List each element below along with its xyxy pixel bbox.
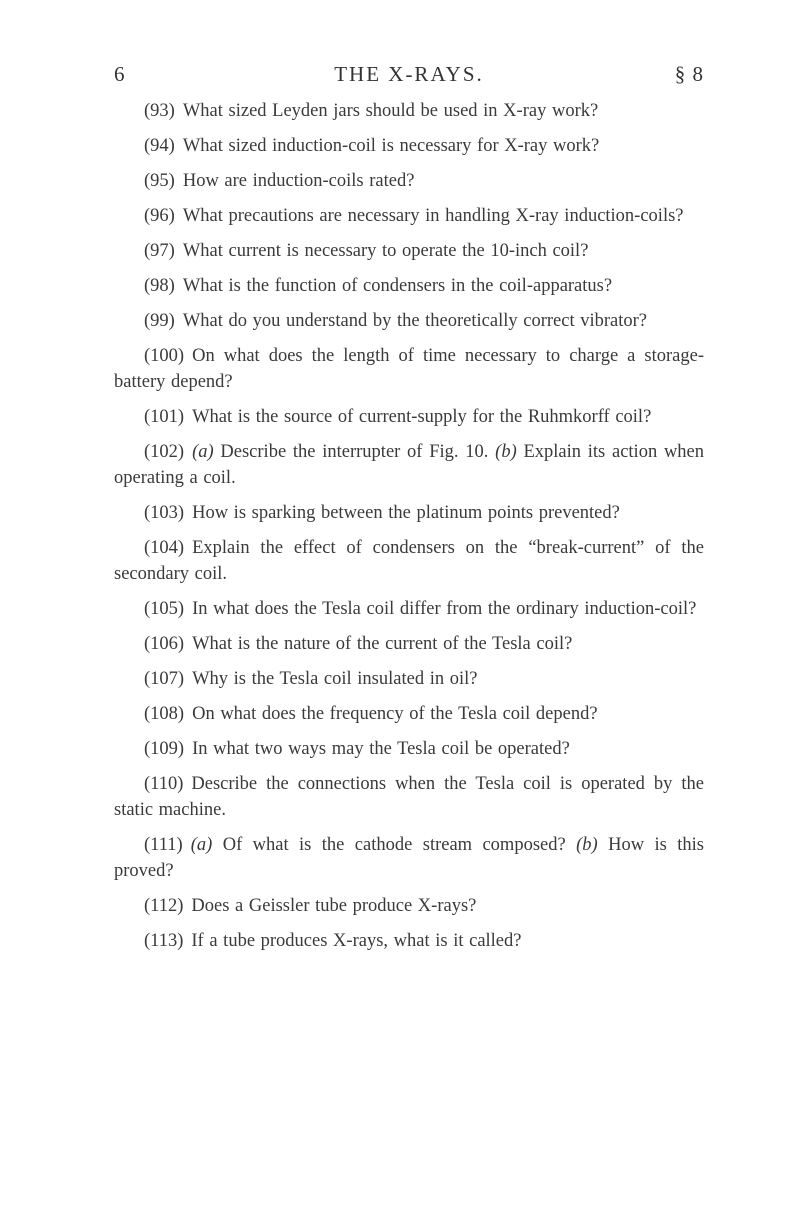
question-text: What sized induction-coil is necessary for X-ray work? (182, 136, 600, 156)
question-part-a-label: (a) (192, 442, 214, 462)
question-98 (114, 273, 704, 299)
question-number: (93) (144, 101, 175, 121)
question-number: (95) (144, 171, 175, 191)
question-number: (111) (144, 835, 183, 855)
page-number: 6 (114, 62, 126, 86)
question-number: (108) (144, 704, 185, 724)
question-99 (114, 308, 704, 334)
question-text: In what does the Tesla coil differ from the ordinary induction-coil? (192, 599, 697, 619)
question-104 (114, 535, 704, 587)
question-105 (114, 596, 704, 622)
question-part-a-label: (a) (190, 835, 213, 855)
question-107 (114, 666, 704, 692)
question-number: (106) (144, 634, 185, 654)
question-103 (114, 500, 704, 526)
question-text: What is the function of condensers in the coil-apparatus? (182, 276, 613, 296)
running-title: THE X-RAYS. (334, 62, 484, 86)
question-number: (104) (144, 538, 185, 558)
question-111 (114, 832, 704, 884)
question-number: (96) (144, 206, 175, 226)
question-number: (97) (144, 241, 175, 261)
question-part-a-text: Describe the interrupter of Fig. 10. (220, 442, 489, 462)
question-109 (114, 736, 704, 762)
question-number: (112) (144, 896, 184, 916)
question-text: What is the source of current-supply for the Ruhmkorff coil? (192, 407, 652, 427)
question-number: (113) (144, 931, 184, 951)
question-number: (99) (144, 311, 175, 331)
question-number: (102) (144, 442, 185, 462)
question-113 (114, 928, 704, 954)
question-text: Describe the connections when the Tesla coil is operated by the static machine. (114, 774, 704, 820)
question-101 (114, 404, 704, 430)
question-112 (114, 893, 704, 919)
question-number: (103) (144, 503, 185, 523)
question-number: (110) (144, 774, 184, 794)
question-text: What sized Leyden jars should be used in X-ray work? (182, 101, 599, 121)
question-95 (114, 168, 704, 194)
question-number: (100) (144, 346, 185, 366)
question-text: How is sparking between the platinum points prevented? (192, 503, 620, 523)
question-number: (109) (144, 739, 185, 759)
question-110 (114, 771, 704, 823)
question-97 (114, 238, 704, 264)
question-number: (105) (144, 599, 185, 619)
question-text: What do you understand by the theoretically correct vibrator? (182, 311, 647, 331)
question-text: Does a Geissler tube produce X-rays? (191, 896, 477, 916)
question-part-b-text: Explain its action when operating a coil. (114, 442, 705, 488)
question-number: (101) (144, 407, 185, 427)
question-text: In what two ways may the Tesla coil be operated? (192, 739, 570, 759)
question-102 (114, 439, 704, 491)
question-part-b-text: How is this proved? (114, 835, 705, 881)
question-number: (107) (144, 669, 185, 689)
question-number: (94) (144, 136, 175, 156)
question-94 (114, 133, 704, 159)
question-text: How are induction-coils rated? (182, 171, 415, 191)
question-106 (114, 631, 704, 657)
question-100 (114, 343, 704, 395)
question-108 (114, 701, 704, 727)
question-text: On what does the length of time necessary to charge a storage-battery depend? (114, 346, 704, 392)
question-text: Explain the effect of condensers on the “break-current” of the secondary coil. (114, 538, 704, 584)
question-number: (98) (144, 276, 175, 296)
question-96 (114, 203, 704, 229)
question-text: On what does the frequency of the Tesla coil depend? (192, 704, 598, 724)
question-text: What current is necessary to operate the 10-inch coil? (182, 241, 589, 261)
section-mark: § 8 (674, 62, 704, 86)
question-part-b-label: (b) (576, 835, 598, 855)
question-text: If a tube produces X-rays, what is it called? (191, 931, 522, 951)
page-header (114, 62, 704, 96)
question-list (114, 98, 704, 963)
question-part-b-label: (b) (495, 442, 517, 462)
question-text: What is the nature of the current of the Tesla coil? (192, 634, 573, 654)
question-part-a-text: Of what is the cathode stream composed? (222, 835, 566, 855)
question-text: What precautions are necessary in handling X-ray induction-coils? (182, 206, 684, 226)
question-text: Why is the Tesla coil insulated in oil? (192, 669, 478, 689)
question-93 (114, 98, 704, 124)
